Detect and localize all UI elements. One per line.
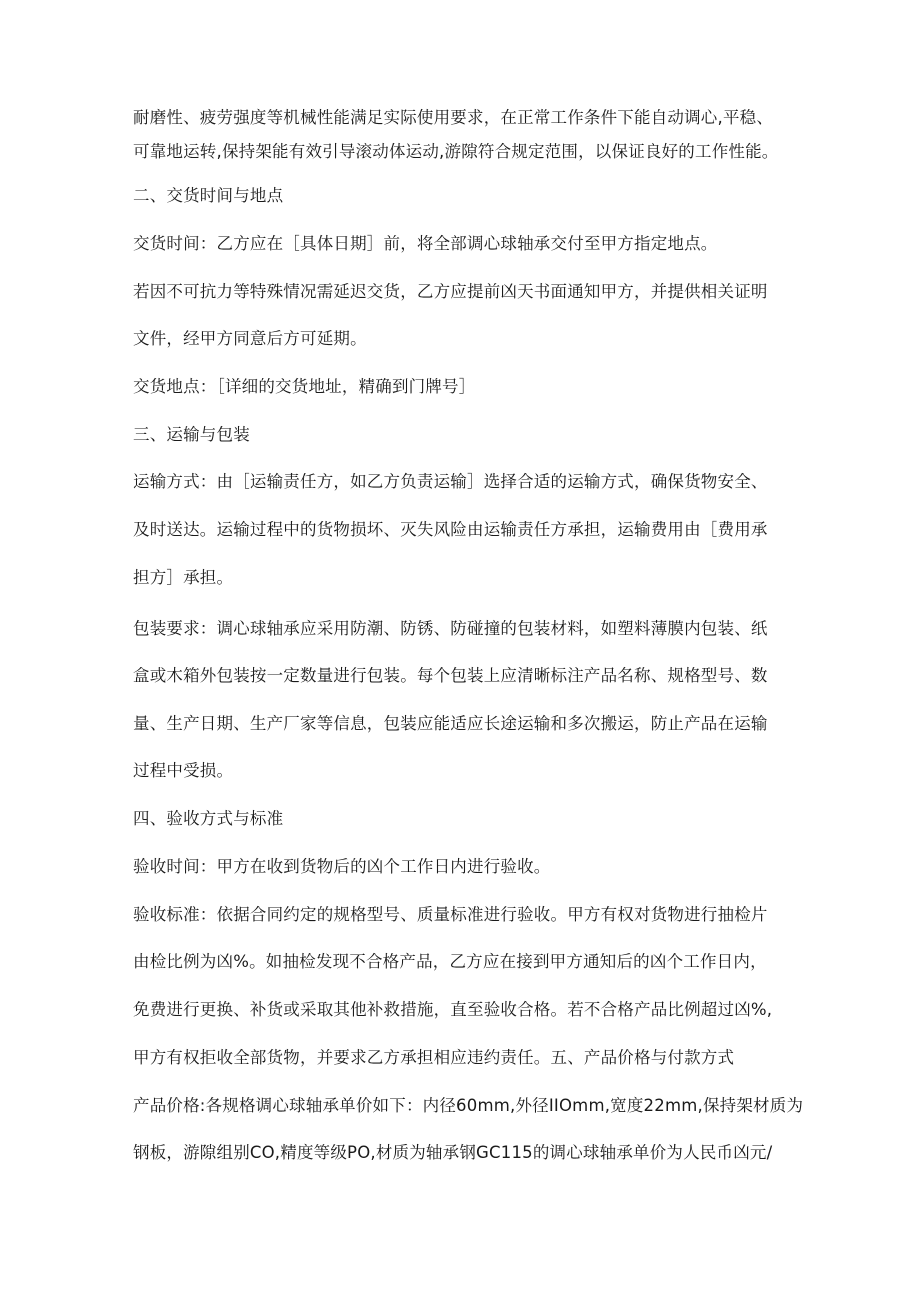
section-heading: 二、交货时间与地点 [133,186,284,205]
paragraph-line: 担方］承担。 [133,568,234,587]
paragraph-line: 验收标准：依据合同约定的规格型号、质量标准进行验收。甲方有权对货物进行抽检片 [133,905,768,924]
paragraph-line: 钢板，游隙组别CO,精度等级PO,材质为轴承钢GC115的调心球轴承单价为人民币凶元/ [133,1143,773,1162]
paragraph-line: 量、生产日期、生产厂家等信息，包装应能适应长途运输和多次搬运，防止产品在运输 [133,714,768,733]
paragraph-line: 甲方有权拒收全部货物，并要求乙方承担相应违约责任。五、产品价格与付款方式 [133,1048,735,1067]
paragraph-line: 免费进行更换、补货或采取其他补救措施，直至验收合格。若不合格产品比例超过凶%, [133,1000,773,1019]
section-heading: 四、验收方式与标准 [133,809,284,828]
paragraph-line: 产品价格:各规格调心球轴承单价如下：内径60mm,外径IIOmm,宽度22mm,保持架材质为 [133,1096,804,1115]
paragraph-line: 由检比例为凶%。如抽检发现不合格产品，乙方应在接到甲方通知后的凶个工作日内， [133,952,767,971]
section-heading: 三、运输与包装 [133,425,250,444]
paragraph-line: 盒或木箱外包装按一定数量进行包装。每个包装上应清晰标注产品名称、规格型号、数 [133,666,768,685]
paragraph-line: 包装要求：调心球轴承应采用防潮、防锈、防碰撞的包装材料，如塑料薄膜内包装、纸 [133,619,768,638]
paragraph-line: 文件，经甲方同意后方可延期。 [133,329,367,348]
paragraph-line: 交货时间：乙方应在［具体日期］前，将全部调心球轴承交付至甲方指定地点。 [133,234,718,253]
paragraph-line: 可靠地运转,保持架能有效引导滚动体运动,游隙符合规定范围，以保证良好的工作性能。 [133,142,779,161]
paragraph-line: 验收时间：甲方在收到货物后的凶个工作日内进行验收。 [133,857,551,876]
paragraph-line: 运输方式：由［运输责任方，如乙方负责运输］选择合适的运输方式，确保货物安全、 [133,472,768,491]
paragraph-line: 交货地点：［详细的交货地址，精确到门牌号］ [133,377,476,396]
paragraph-line: 过程中受损。 [133,761,234,780]
paragraph-line: 及时送达。运输过程中的货物损坏、灭失风险由运输责任方承担，运输费用由［费用承 [133,520,768,539]
paragraph-line: 若因不可抗力等特殊情况需延迟交货，乙方应提前凶天书面通知甲方，并提供相关证明 [133,282,768,301]
paragraph-line: 耐磨性、疲劳强度等机械性能满足实际使用要求，在正常工作条件下能自动调心,平稳、 [133,108,774,127]
